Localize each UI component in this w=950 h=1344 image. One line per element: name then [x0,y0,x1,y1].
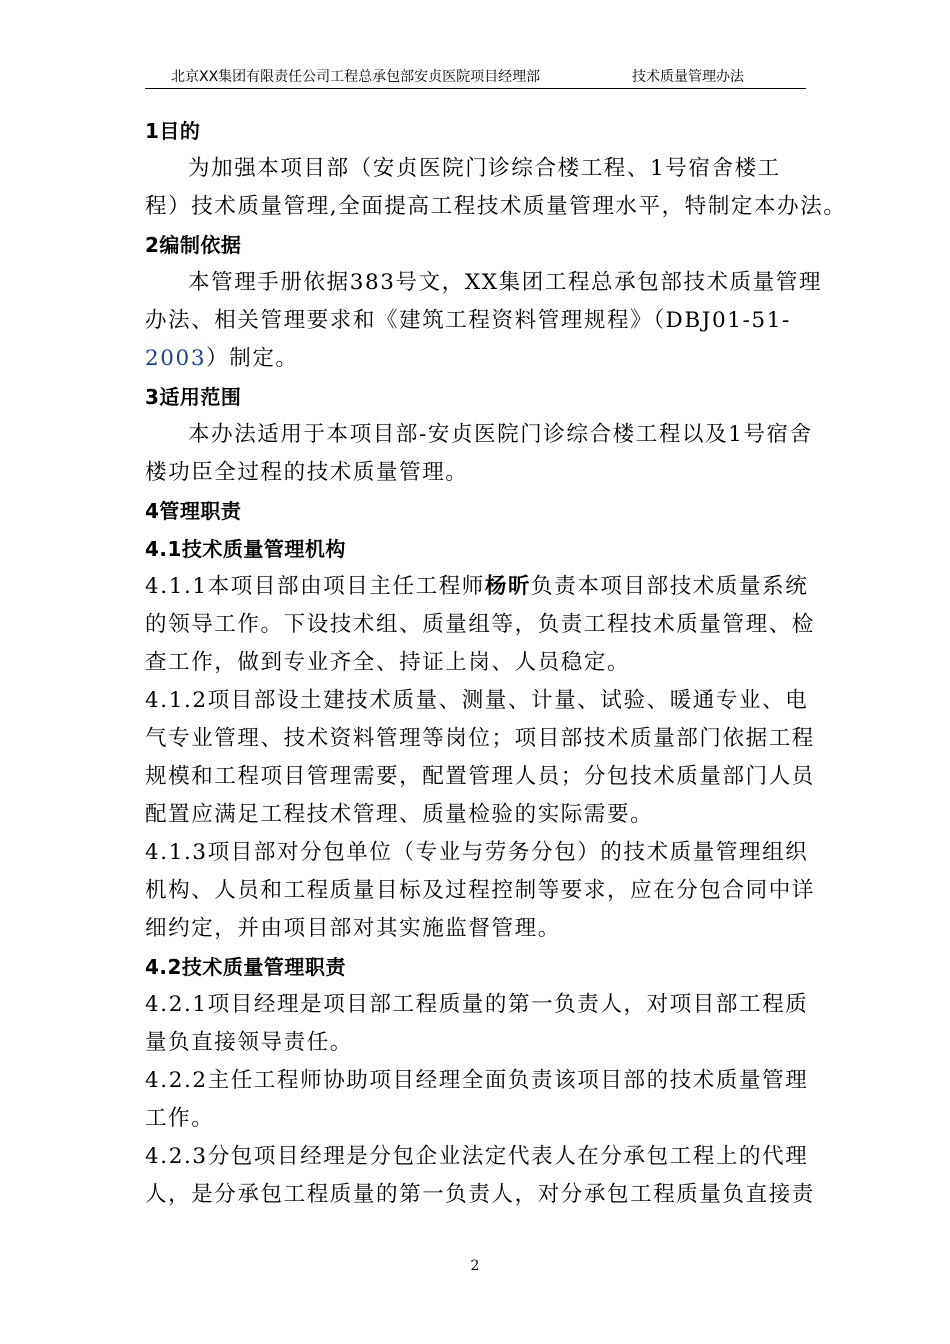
text-line: 4.1.3项目部对分包单位（专业与劳务分包）的技术质量管理组织 [145,840,809,865]
text-span: 杨昕 [484,574,532,599]
text-line: 工作。 [145,1106,215,1131]
page-number: 2 [470,1258,480,1274]
text-line: 楼功臣全过程的技术质量管理。 [145,460,469,485]
text-line: 办法、相关管理要求和《建筑工程资料管理规程》（DBJ01-51- [145,308,791,333]
text-line: 量负直接领导责任。 [145,1030,353,1055]
text-line: 程）技术质量管理,全面提高工程技术质量管理水平，特制定本办法。 [145,194,847,219]
section-heading: 4.1技术质量管理机构 [145,537,346,561]
text-line: 细约定，并由项目部对其实施监督管理。 [145,916,561,941]
section-heading: 4管理职责 [145,499,242,523]
text-line: 规模和工程项目管理需要，配置管理人员；分包技术质量部门人员 [145,764,815,789]
document-body [145,112,847,1214]
section-heading: 3适用范围 [145,385,242,409]
text-line: 本办法适用于本项目部-安贞医院门诊综合楼工程以及1号宿舍 [188,422,813,447]
section-heading: 1目的 [145,119,201,143]
text-line: 查工作，做到专业齐全、持证上岗、人员稳定。 [145,650,631,675]
text-line: 人，是分承包工程质量的第一负责人，对分承包工程质量负直接责 [145,1182,815,1207]
text-span: ）制定。 [206,346,299,371]
page-header [145,60,806,89]
text-line: 本管理手册依据383号文，XX集团工程总承包部技术质量管理 [188,270,823,295]
text-line: 配置应满足工程技术管理、质量检验的实际需要。 [145,802,654,827]
text-line [145,568,810,606]
text-span: 负责本项目部技术质量系统 [531,574,809,599]
text-line: 气专业管理、技术资料管理等岗位；项目部技术质量部门依据工程 [145,726,815,751]
text-span: 2003 [145,346,207,371]
text-line: 4.1.2项目部设土建技术质量、测量、计量、试验、暖通专业、电 [145,688,809,713]
header-right: 技术质量管理办法 [632,69,744,85]
text-line: 的领导工作。下设技术组、质量组等，负责工程技术质量管理、检 [145,612,815,637]
text-line: 4.2.1项目经理是项目部工程质量的第一负责人，对项目部工程质 [145,992,809,1017]
section-heading: 2编制依据 [145,233,242,257]
text-line: 4.2.2主任工程师协助项目经理全面负责该项目部的技术质量管理 [145,1068,809,1093]
text-line [145,340,810,378]
section-heading: 4.2技术质量管理职责 [145,955,346,979]
text-line: 4.2.3分包项目经理是分包企业法定代表人在分承包工程上的代理 [145,1144,809,1169]
text-line: 为加强本项目部（安贞医院门诊综合楼工程、1号宿舍楼工 [188,156,781,181]
text-span: 4.1.1本项目部由项目主任工程师 [145,574,485,599]
header-left: 北京XX集团有限责任公司工程总承包部安贞医院项目经理部 [171,69,541,85]
text-line: 机构、人员和工程质量目标及过程控制等要求，应在分包合同中详 [145,878,815,903]
